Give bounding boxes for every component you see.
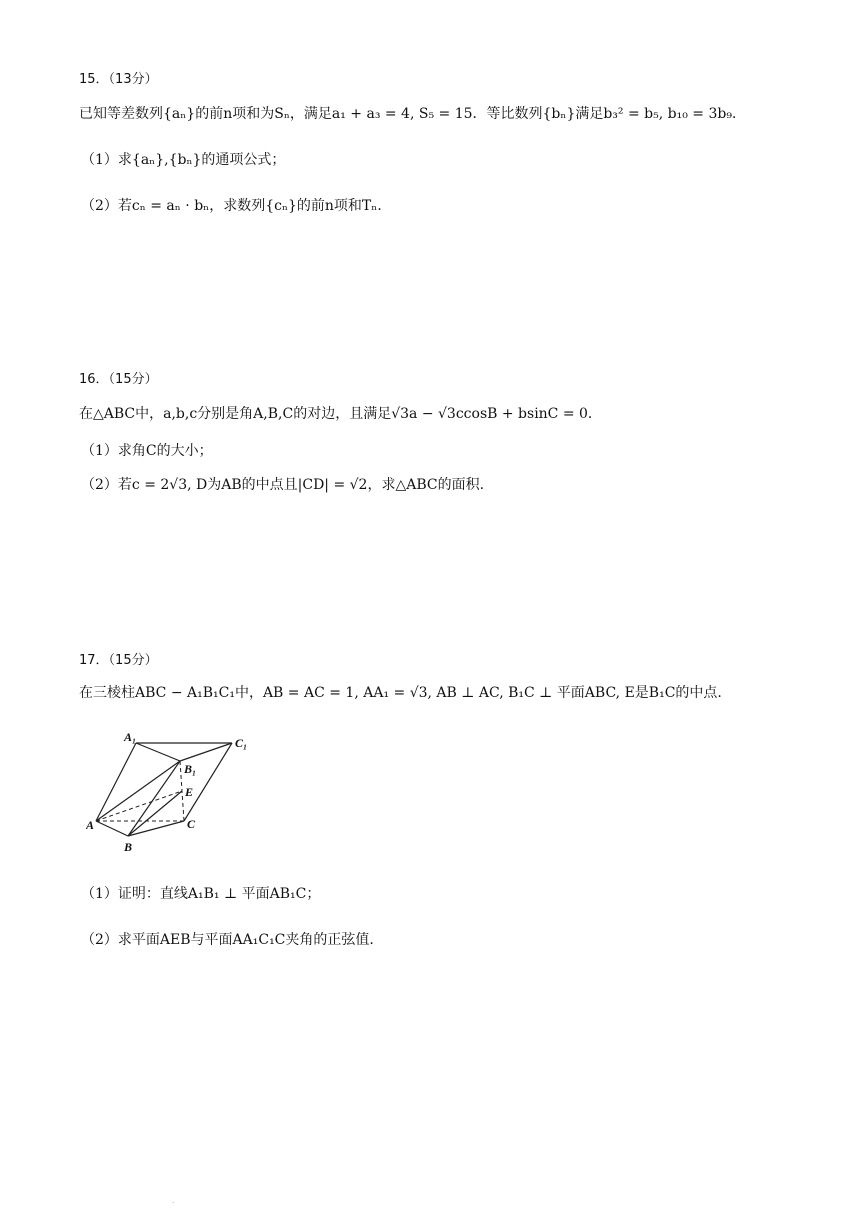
edge-c-c1 [184,743,232,821]
edge-b1-c1 [180,743,232,761]
edge-a-b [96,821,128,836]
label-b: B [124,840,133,854]
problem-17-statement: 在三棱柱ABC − A₁B₁C₁中，AB = AC = 1, AA₁ = √3, AB ⊥ AC, B₁C ⊥ 平面ABC, E是B₁C的中点. [79,685,722,701]
label-a: A [86,818,95,832]
label-c: C [187,817,196,831]
label-b1: B₁ [184,762,197,776]
prism-diagram [86,728,252,858]
problem-16-part-2: （2）若c = 2√3, D为AB的中点且|CD| = √2，求△ABC的面积. [81,477,485,493]
edge-a1-b1 [136,743,180,761]
problem-16-statement: 在△ABC中，a,b,c分别是角A,B,C的对边，且满足√3a − √3ccosB + bsinC = 0． [79,406,602,422]
footer-mark: . [172,1196,175,1205]
problem-15-heading: 15．（13分） [79,72,158,87]
label-c1: C₁ [235,736,248,750]
problem-15-part-1: （1）求{aₙ},{bₙ}的通项公式； [81,152,286,168]
problem-16-heading: 16．（15分） [79,372,158,387]
problem-15-statement: 已知等差数列{aₙ}的前n项和为Sₙ，满足a₁ + a₃ = 4, S₅ = 15．等比数列{bₙ}满足b₃² = b₅, b₁₀ = 3b₉． [79,106,746,122]
label-a1: A₁ [124,730,137,744]
problem-17-part-1: （1）证明：直线A₁B₁ ⊥ 平面AB₁C； [81,886,321,902]
prism-figure [86,728,252,858]
problem-15-part-2: （2）若cₙ = aₙ · bₙ，求数列{cₙ}的前n项和Tₙ． [81,198,392,214]
problem-16-part-1: （1）求角C的大小； [81,443,213,459]
problem-17-heading: 17．（15分） [79,653,158,668]
problem-17-part-2: （2）求平面AEB与平面AA₁C₁C夹角的正弦值. [81,932,374,948]
label-e: E [185,785,194,799]
edge-a-b1 [96,761,180,821]
